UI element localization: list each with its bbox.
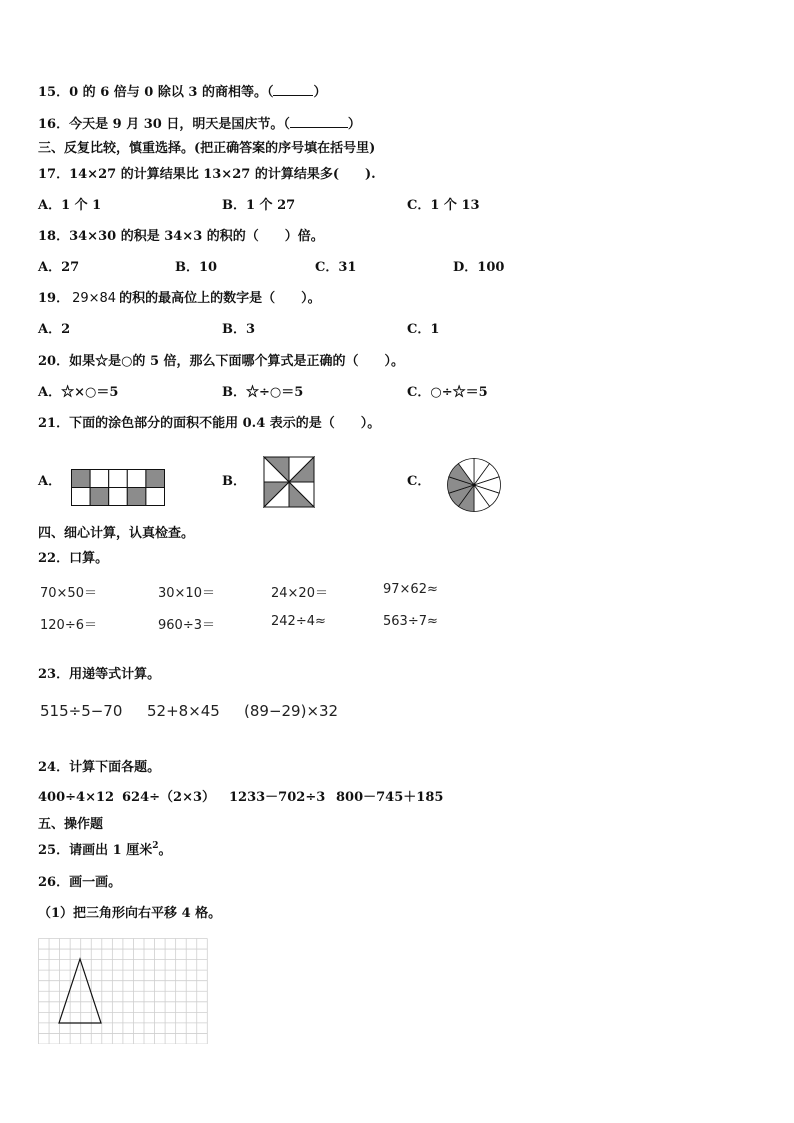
question-23-title: 23．用递等式计算。 — [38, 667, 161, 682]
figure-a-rectangle-grid — [71, 469, 166, 506]
question-22-title: 22．口算。 — [38, 551, 109, 566]
option-a[interactable]: A． — [38, 474, 62, 489]
question-15 — [38, 83, 326, 101]
option-c[interactable]: C． — [407, 474, 431, 489]
question-16-text: 16．今天是 9 月 30 日，明天是国庆节。（ — [38, 117, 290, 132]
option-b[interactable]: B．☆÷○＝5 — [222, 385, 304, 400]
question-19-expression: 29×84 — [72, 291, 117, 306]
option-b[interactable]: B．1 个 27 — [222, 198, 296, 213]
question-15-text: 15．0 的 6 倍与 0 除以 3 的商相等。（ — [38, 85, 274, 100]
step-calc-item: 515÷5−70 — [40, 702, 123, 720]
option-c[interactable]: C．1 个 13 — [407, 198, 480, 213]
step-calc-item: 52+8×45 — [147, 702, 220, 720]
option-c[interactable]: C．○÷☆＝5 — [407, 385, 488, 400]
figure-b-square-pinwheel — [263, 456, 315, 508]
question-20-text: 20．如果☆是○的 5 倍，那么下面哪个算式是正确的（ ）。 — [38, 354, 405, 369]
drawing-grid[interactable] — [38, 938, 208, 1044]
question-21-text: 21．下面的涂色部分的面积不能用 0.4 表示的是（ ）。 — [38, 416, 381, 431]
section-3-heading: 三、反复比较，慎重选择。(把正确答案的序号填在括号里) — [38, 141, 376, 156]
option-a[interactable]: A．2 — [38, 322, 71, 337]
section-4-heading: 四、细心计算，认真检查。 — [38, 526, 195, 541]
option-d[interactable]: D．100 — [453, 260, 505, 275]
option-b[interactable]: B．3 — [222, 322, 256, 337]
option-b[interactable]: B． — [222, 474, 246, 489]
question-16-close: ） — [347, 117, 361, 132]
question-25 — [38, 843, 171, 859]
question-19-text: 的积的最高位上的数字是（ ）。 — [119, 291, 321, 306]
oral-calc-item: 24×20＝ — [271, 586, 328, 601]
question-15-close: ） — [313, 85, 327, 100]
question-16 — [38, 115, 361, 133]
question-24-title: 24．计算下面各题。 — [38, 760, 161, 775]
oral-calc-item: 120÷6＝ — [40, 618, 97, 633]
question-19-number: 19． — [38, 291, 70, 306]
answer-blank[interactable] — [273, 83, 313, 96]
option-a[interactable]: A．27 — [38, 260, 80, 275]
section-5-heading: 五、操作题 — [38, 817, 104, 832]
calc-item: 400÷4×12 — [38, 790, 115, 805]
answer-blank[interactable] — [290, 115, 348, 128]
option-a[interactable]: A．☆×○＝5 — [38, 385, 119, 400]
oral-calc-item: 563÷7≈ — [383, 614, 438, 629]
option-c[interactable]: C．31 — [315, 260, 357, 275]
calc-item: 1233－702÷3 — [229, 790, 326, 805]
question-18-text: 18．34×30 的积是 34×3 的积的（ ）倍。 — [38, 229, 324, 244]
superscript: 2 — [152, 841, 159, 851]
option-c[interactable]: C．1 — [407, 322, 440, 337]
question-19 — [38, 291, 321, 307]
question-26-title: 26．画一画。 — [38, 875, 122, 890]
question-25-end: 。 — [158, 843, 172, 858]
question-17-text: 17．14×27 的计算结果比 13×27 的计算结果多( ). — [38, 167, 376, 182]
question-26-sub-1: （1）把三角形向右平移 4 格。 — [38, 906, 222, 921]
option-a[interactable]: A．1 个 1 — [38, 198, 102, 213]
oral-calc-item: 97×62≈ — [383, 582, 438, 597]
oral-calc-item: 242÷4≈ — [271, 614, 326, 629]
question-25-text: 25．请画出 1 厘米 — [38, 843, 153, 858]
option-b[interactable]: B．10 — [175, 260, 218, 275]
figure-c-circle-sectors — [446, 457, 502, 513]
calc-item: 800－745＋185 — [336, 790, 444, 805]
oral-calc-item: 30×10＝ — [158, 586, 215, 601]
grid-lines — [39, 939, 208, 1045]
oral-calc-item: 70×50＝ — [40, 586, 97, 601]
oral-calc-item: 960÷3＝ — [158, 618, 215, 633]
calc-item: 624÷（2×3） — [122, 790, 216, 805]
step-calc-item: (89−29)×32 — [244, 702, 339, 720]
